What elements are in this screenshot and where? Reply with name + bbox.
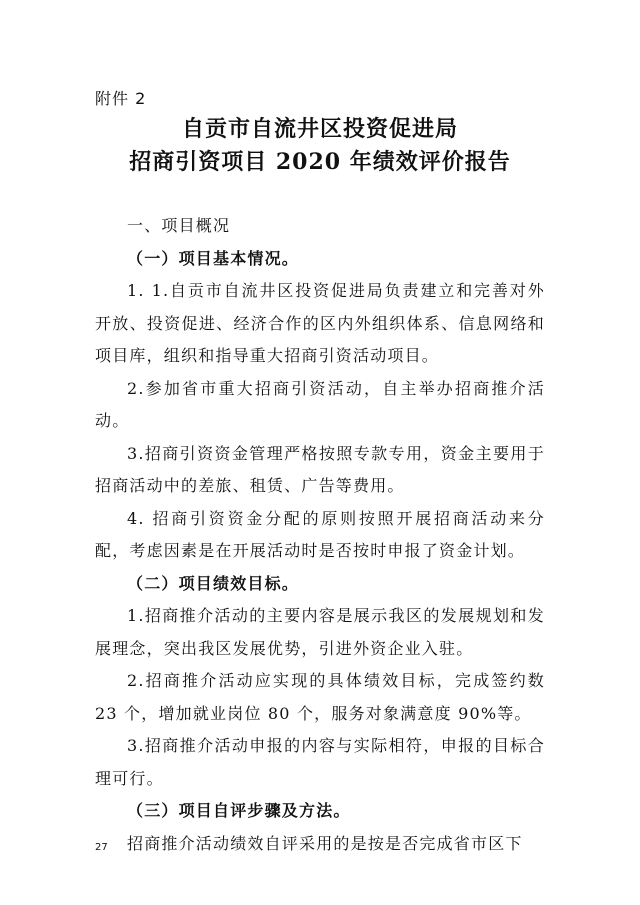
page-number: 27 — [95, 842, 108, 853]
attachment-label: 附件 2 — [95, 89, 147, 108]
paragraph: 1. 1.自贡市自流井区投资促进局负责建立和完善对外开放、投资促进、经济合作的区内外组织体系、信息网络和项目库，组织和指导重大招商引资活动项目。 — [95, 281, 545, 365]
paragraph: 4. 招商引资资金分配的原则按照开展招商活动来分配，考虑因素是在开展活动时是否按时申报了资金计划。 — [95, 508, 545, 560]
paragraph: 3.招商引资资金管理严格按照专款专用，资金主要用于招商活动中的差旅、租赁、广告等费用。 — [95, 443, 545, 495]
paragraph: 1.招商推介活动的主要内容是展示我区的发展规划和发展理念，突出我区发展优势，引进外资企业入驻。 — [95, 606, 545, 658]
subsection-heading-performance-goals: （二）项目绩效目标。 — [127, 573, 300, 593]
document-title-line2: 招商引资项目 2020 年绩效评价报告 — [129, 149, 511, 175]
paragraph: 招商推介活动绩效自评采用的是按是否完成省市区下 — [127, 833, 523, 853]
document-title-line1: 自贡市自流井区投资促进局 — [181, 116, 458, 142]
paragraph: 2.参加省市重大招商引资活动，自主举办招商推介活动。 — [95, 378, 545, 430]
paragraph: 2.招商推介活动应实现的具体绩效目标，完成签约数 23 个，增加就业岗位 80 个，服务对象满意度 90%等。 — [95, 671, 545, 723]
section-heading-overview: 一、项目概况 — [127, 216, 231, 235]
paragraph: 3.招商推介活动申报的内容与实际相符，申报的目标合理可行。 — [95, 736, 545, 788]
document-body — [95, 210, 545, 860]
subsection-heading-basic-info: （一）项目基本情况。 — [127, 248, 300, 268]
subsection-heading-evaluation-method: （三）项目自评步骤及方法。 — [127, 801, 351, 820]
